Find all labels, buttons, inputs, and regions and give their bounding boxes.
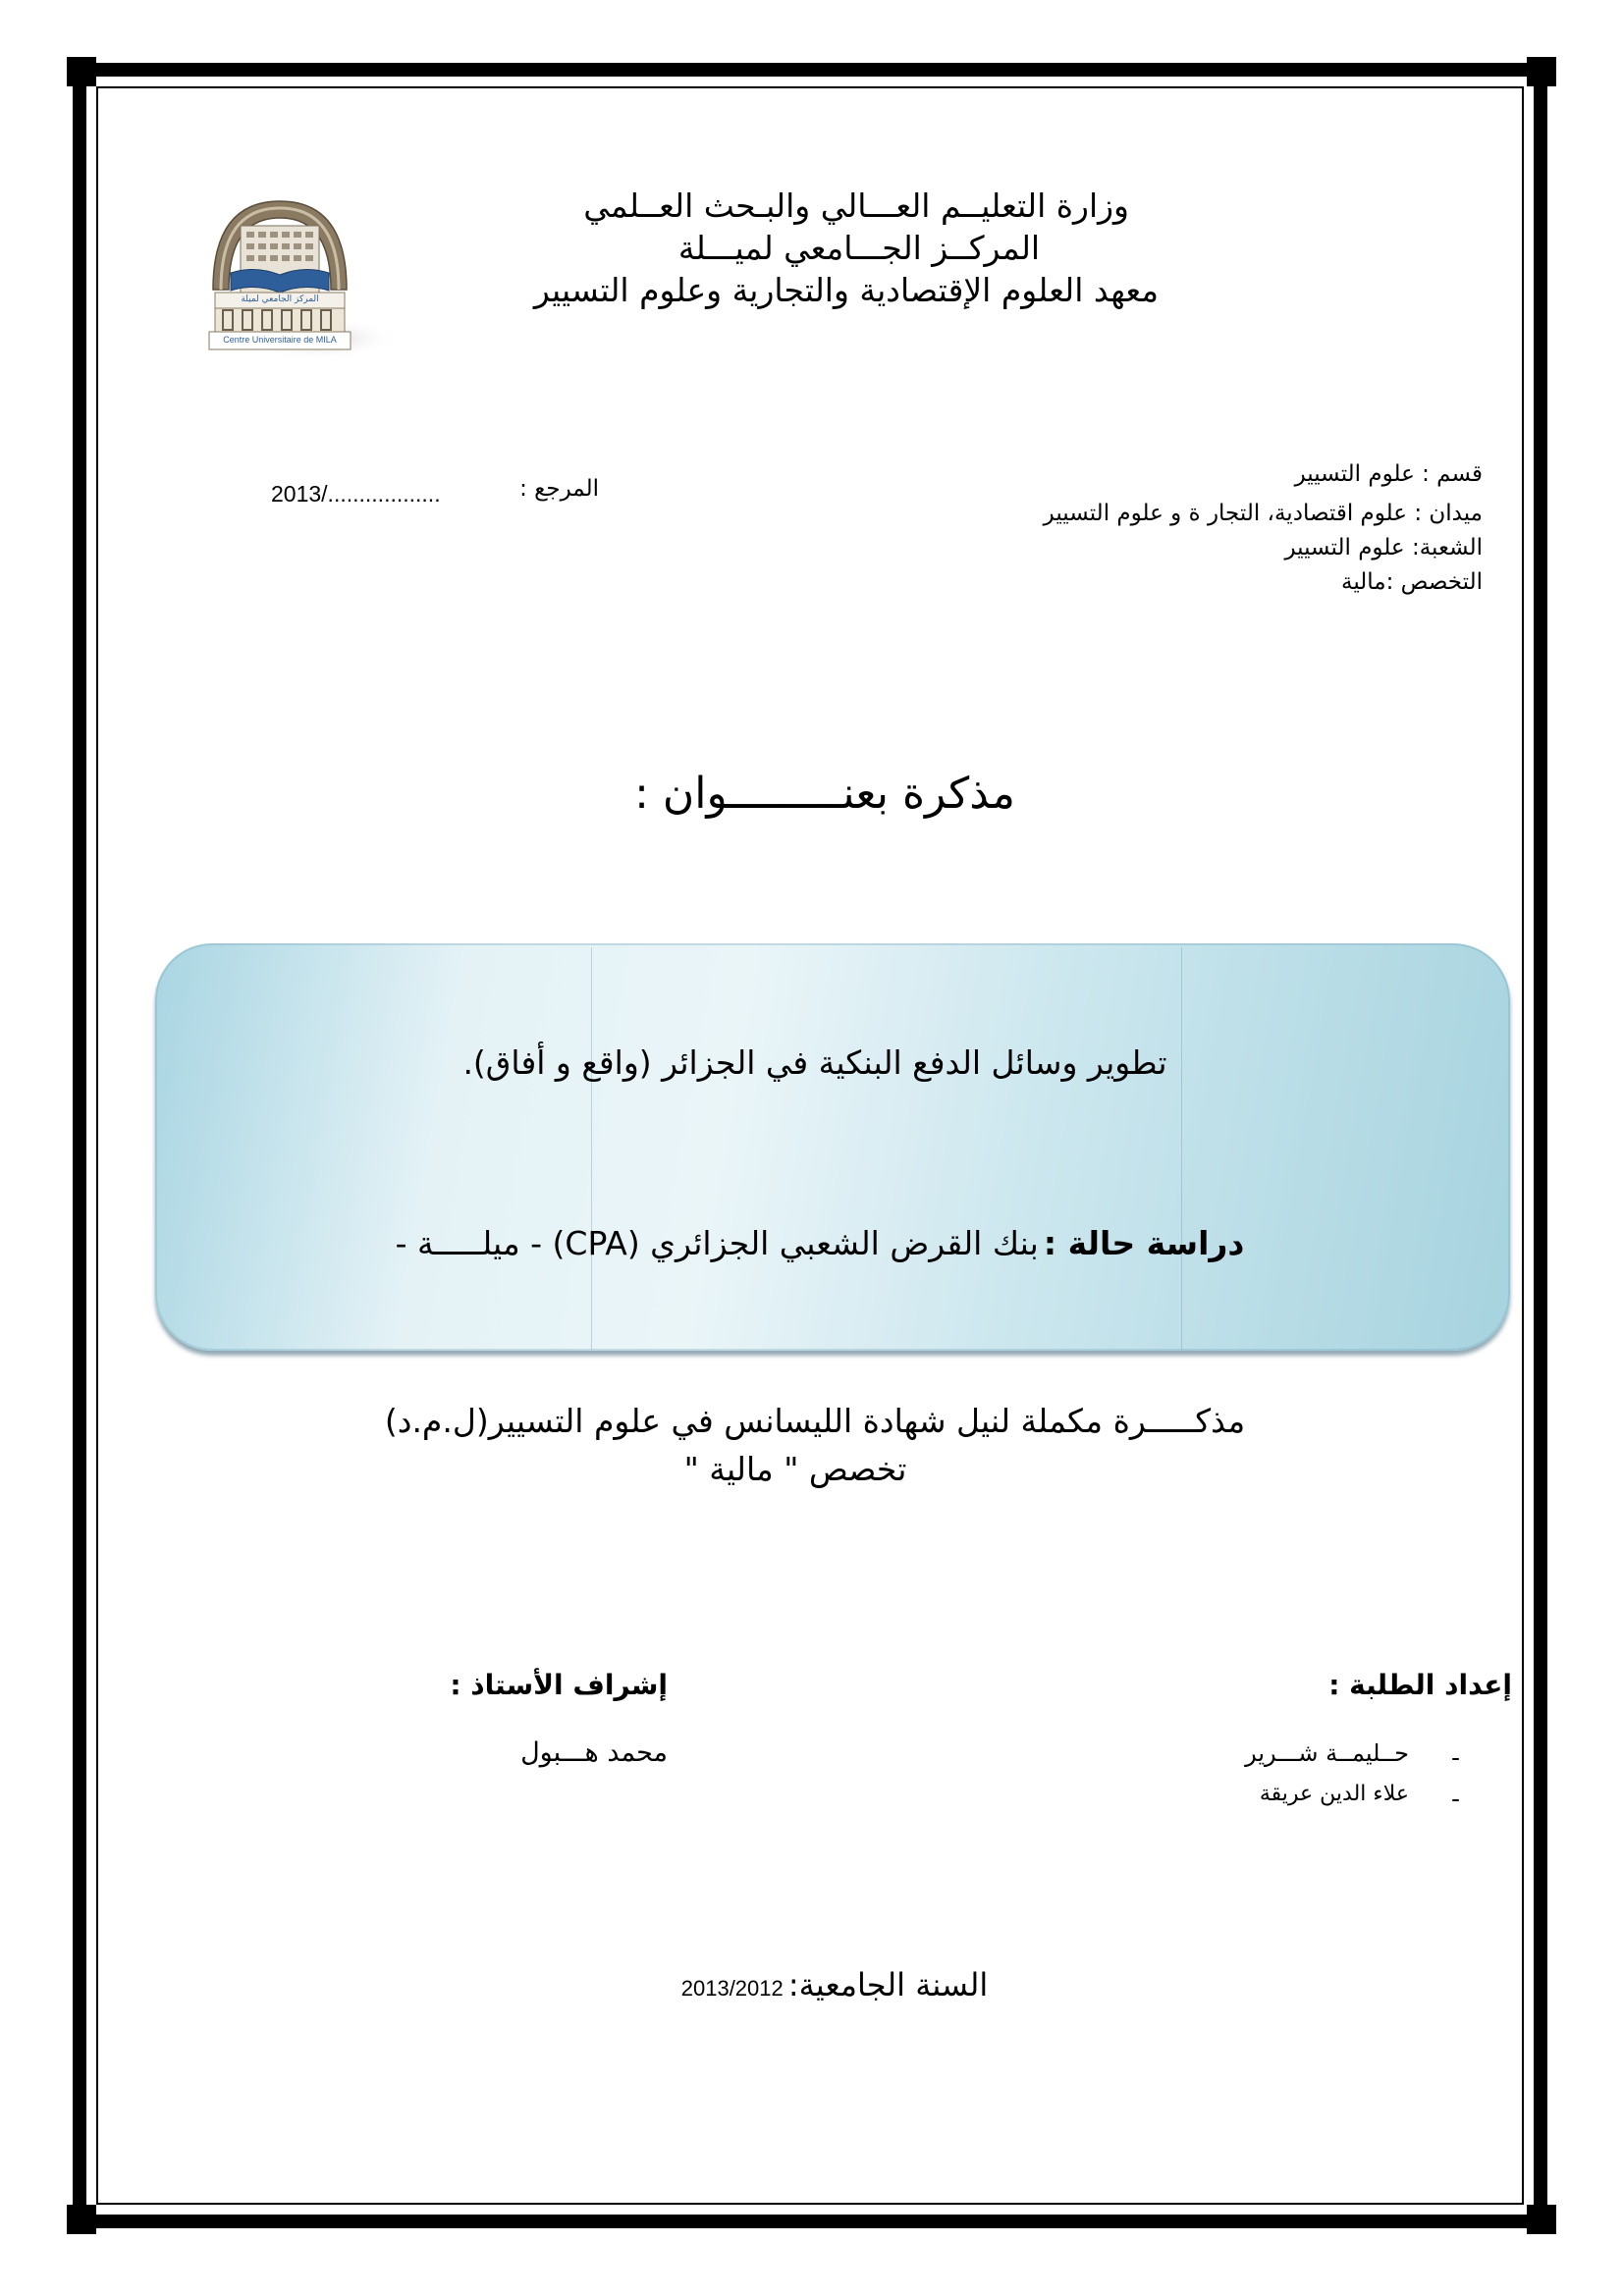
- center-name: المركــز الجـــامعي لميـــلة: [677, 229, 1041, 267]
- student-name: علاء الدين عريقة: [1259, 1782, 1409, 1806]
- student-dash: -: [1451, 1743, 1461, 1772]
- degree-specialty: تخصص " مالية ": [683, 1450, 907, 1488]
- border-corner: [1527, 2205, 1556, 2234]
- thesis-subject: تطوير وسائل الدفع البنكية في الجزائر (واقع و أفاق).: [462, 1043, 1167, 1082]
- title-panel: [155, 943, 1510, 1351]
- student-dash: -: [1451, 1785, 1461, 1813]
- academic-year-value: 2013/2012: [680, 1976, 784, 2001]
- panel-divider: [591, 947, 592, 1350]
- border-corner: [1527, 57, 1556, 86]
- logo-arabic-caption: المركز الجامعي لميلة: [241, 294, 319, 304]
- border-corner: [67, 57, 96, 86]
- supervisor-label: إشراف الأستاذ :: [450, 1669, 668, 1701]
- students-label: إعداد الطلبة :: [1328, 1669, 1512, 1701]
- institute-name: معهد العلوم الإقتصادية والتجارية وعلوم التسيير: [533, 271, 1159, 309]
- degree-line: مذكـــــرة مكملة لنيل شهادة الليسانس في علوم التسيير(ل.م.د): [384, 1402, 1246, 1440]
- academic-year: [589, 1966, 1080, 2003]
- case-study-text: بنك القرض الشعبي الجزائري (CPA) - ميلـــــة -: [395, 1224, 1039, 1262]
- border-corner: [67, 2205, 96, 2234]
- reference-label: المرجع :: [519, 476, 599, 502]
- branch: الشعبة: علوم التسيير: [1284, 535, 1483, 561]
- field: ميدان : علوم اقتصادية، التجار ة و علوم التسيير: [1043, 501, 1483, 526]
- supervisor-name: محمد هـــبول: [520, 1737, 668, 1768]
- student-name: حــليمــة شـــرير: [1245, 1739, 1409, 1767]
- panel-divider: [1181, 947, 1182, 1350]
- case-study-line: [353, 1224, 1286, 1262]
- ministry-name: وزارة التعليــم العـــالي والبـحث العــلمي: [583, 187, 1129, 225]
- logo-caption: Centre Universitaire de MILA: [223, 335, 337, 345]
- university-logo: [201, 196, 398, 363]
- academic-year-label: السنة الجامعية:: [787, 1966, 989, 2003]
- specialty: التخصص :مالية: [1341, 569, 1483, 595]
- reference-value: 2013/..................: [271, 481, 441, 507]
- page-title: مذكرة بعنـــــــــوان :: [634, 769, 1015, 819]
- case-study-label: دراسة حالة :: [1043, 1224, 1245, 1262]
- department: قسم : علوم التسيير: [1294, 461, 1483, 487]
